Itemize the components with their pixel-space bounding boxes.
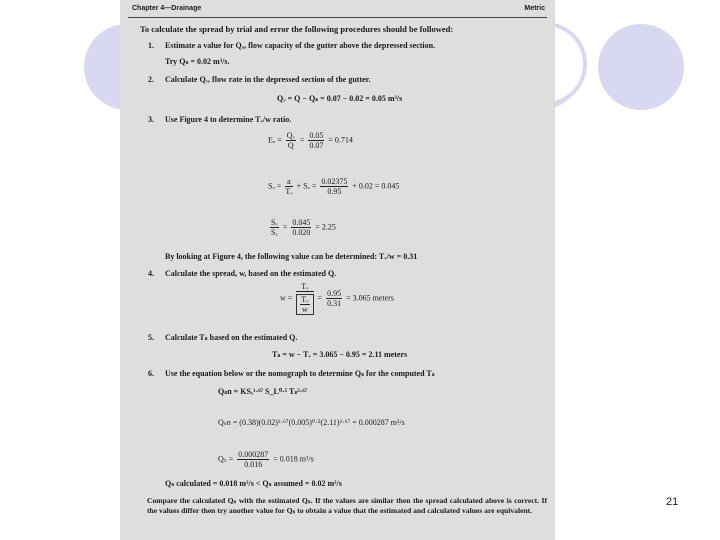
step2-number: 2. [148, 75, 154, 84]
step4-number: 4. [148, 269, 154, 278]
step6-number: 6. [148, 369, 154, 378]
sw-result: + 0.02 = 0.045 [352, 181, 400, 191]
step4-text: Calculate the spread, w, based on the estimated Q. [165, 269, 337, 278]
step2-text: Calculate Qᵥ, flow rate in the depressed section of the gutter. [165, 75, 371, 84]
eo-fraction-1: $\frac{\text{Qᵥ}}{Q}$ [286, 131, 295, 150]
step5-text: Calculate Tₛ based on the estimated Q. [165, 333, 298, 342]
qs-equation-1: Qₛn = KSₓ¹·⁶⁷ S_L⁰·⁵ Tₛ²·⁶⁷ [218, 387, 308, 396]
eo-lhs: Eₒ = [268, 135, 282, 145]
step3-text: Use Figure 4 to determine Tᵥ/w ratio. [165, 115, 292, 124]
qs3-result: = 0.018 m³/s [273, 454, 314, 464]
sw-mid: + Sₓ = [296, 181, 317, 191]
comparison-line: Qₛ calculated = 0.018 m³/s < Qₛ assumed = 0.02 m³/s [165, 479, 342, 488]
sw-fraction-2: $\frac{0.02375}{0.95}$ [321, 177, 348, 196]
w-fraction-2: $\frac{0.95}{0.31}$ [327, 289, 342, 308]
conclusion-paragraph: Compare the calculated Qₛ with the estimated Qₛ. If the values are similar then the spread calculated above is correct. If the values differ then try another value for Qₛ to obtain a value that the estimated and calculated values are equivalent. [147, 496, 547, 515]
step6-text: Use the equation below or the nomograph to determine Qₛ for the computed Tₛ [165, 369, 435, 378]
header-units: Metric [524, 5, 545, 12]
step2-equation: Qᵥ = Q − Qₛ = 0.07 − 0.02 = 0.05 m³/s [277, 94, 403, 103]
sw-lhs: Sᵥ = [268, 181, 282, 191]
step3-number: 3. [148, 115, 154, 124]
ratio-result: = 2.25 [315, 222, 336, 232]
header-chapter: Chapter 4—Drainage [132, 5, 202, 12]
eo-equation: Eₒ = $\frac{\text{Qᵥ}}{Q}$ = $\frac{0.05}{0.07}$ = 0.714 [268, 131, 353, 150]
slope-ratio-equation: $\frac{\text{Sᵥ}}{\text{Sₓ}}$ = $\frac{0.045}{0.020}$ = 2.25 [271, 218, 336, 237]
document-header [128, 4, 547, 18]
spread-equation: w = $\frac{\text{Tᵥ}}{\frac{\text{Tᵥ}}{w}}$ = $\frac{0.95}{0.31}$ = 3.065 meters [280, 282, 394, 314]
w-result: = 3.065 meters [346, 293, 394, 303]
ratio-fraction-1: $\frac{\text{Sᵥ}}{\text{Sₓ}}$ [271, 218, 278, 237]
w-fraction-1: $\frac{\text{Tᵥ}}{\frac{\text{Tᵥ}}{w}}$ [296, 282, 313, 315]
header-rule [128, 17, 547, 18]
step1-text: Estimate a value for Qₐ, flow capacity of the gutter above the depressed section. [165, 41, 436, 50]
sw-fraction-1: $\frac{a}{\text{Tᵥ}}$ [285, 177, 293, 196]
step5-number: 5. [148, 333, 154, 342]
qs3-fraction: $\frac{0.000287}{0.016}$ [238, 450, 269, 469]
scanned-document-page [120, 0, 555, 540]
step1-try: Try Qₛ = 0.02 m³/s. [165, 57, 230, 66]
ratio-fraction-2: $\frac{0.045}{0.020}$ [292, 218, 311, 237]
sw-equation [268, 177, 399, 196]
eo-result: = 0.714 [328, 135, 353, 145]
eo-fraction-2: $\frac{0.05}{0.07}$ [309, 131, 324, 150]
slide-page-number: 21 [666, 496, 679, 508]
w-lhs: w = [280, 293, 293, 303]
decor-circle-right [598, 24, 684, 110]
qs-equation-3 [218, 450, 314, 469]
step1-number: 1. [148, 41, 154, 50]
intro-text: To calculate the spread by trial and error the following procedures should be followed: [140, 24, 454, 34]
qs3-lhs: Qₛ = [218, 454, 234, 464]
qs-equation-2: Qₛn = (0.38)(0.02)¹·⁶⁷(0.005)⁰·⁵(2.11)²·⁶⁷ = 0.000287 m³/s [218, 418, 405, 427]
step5-equation: Tₛ = w − Tᵥ = 3.065 − 0.95 = 2.11 meters [272, 350, 408, 359]
figure-note: By looking at Figure 4, the following value can be determined: Tᵥ/w = 0.31 [165, 252, 418, 261]
